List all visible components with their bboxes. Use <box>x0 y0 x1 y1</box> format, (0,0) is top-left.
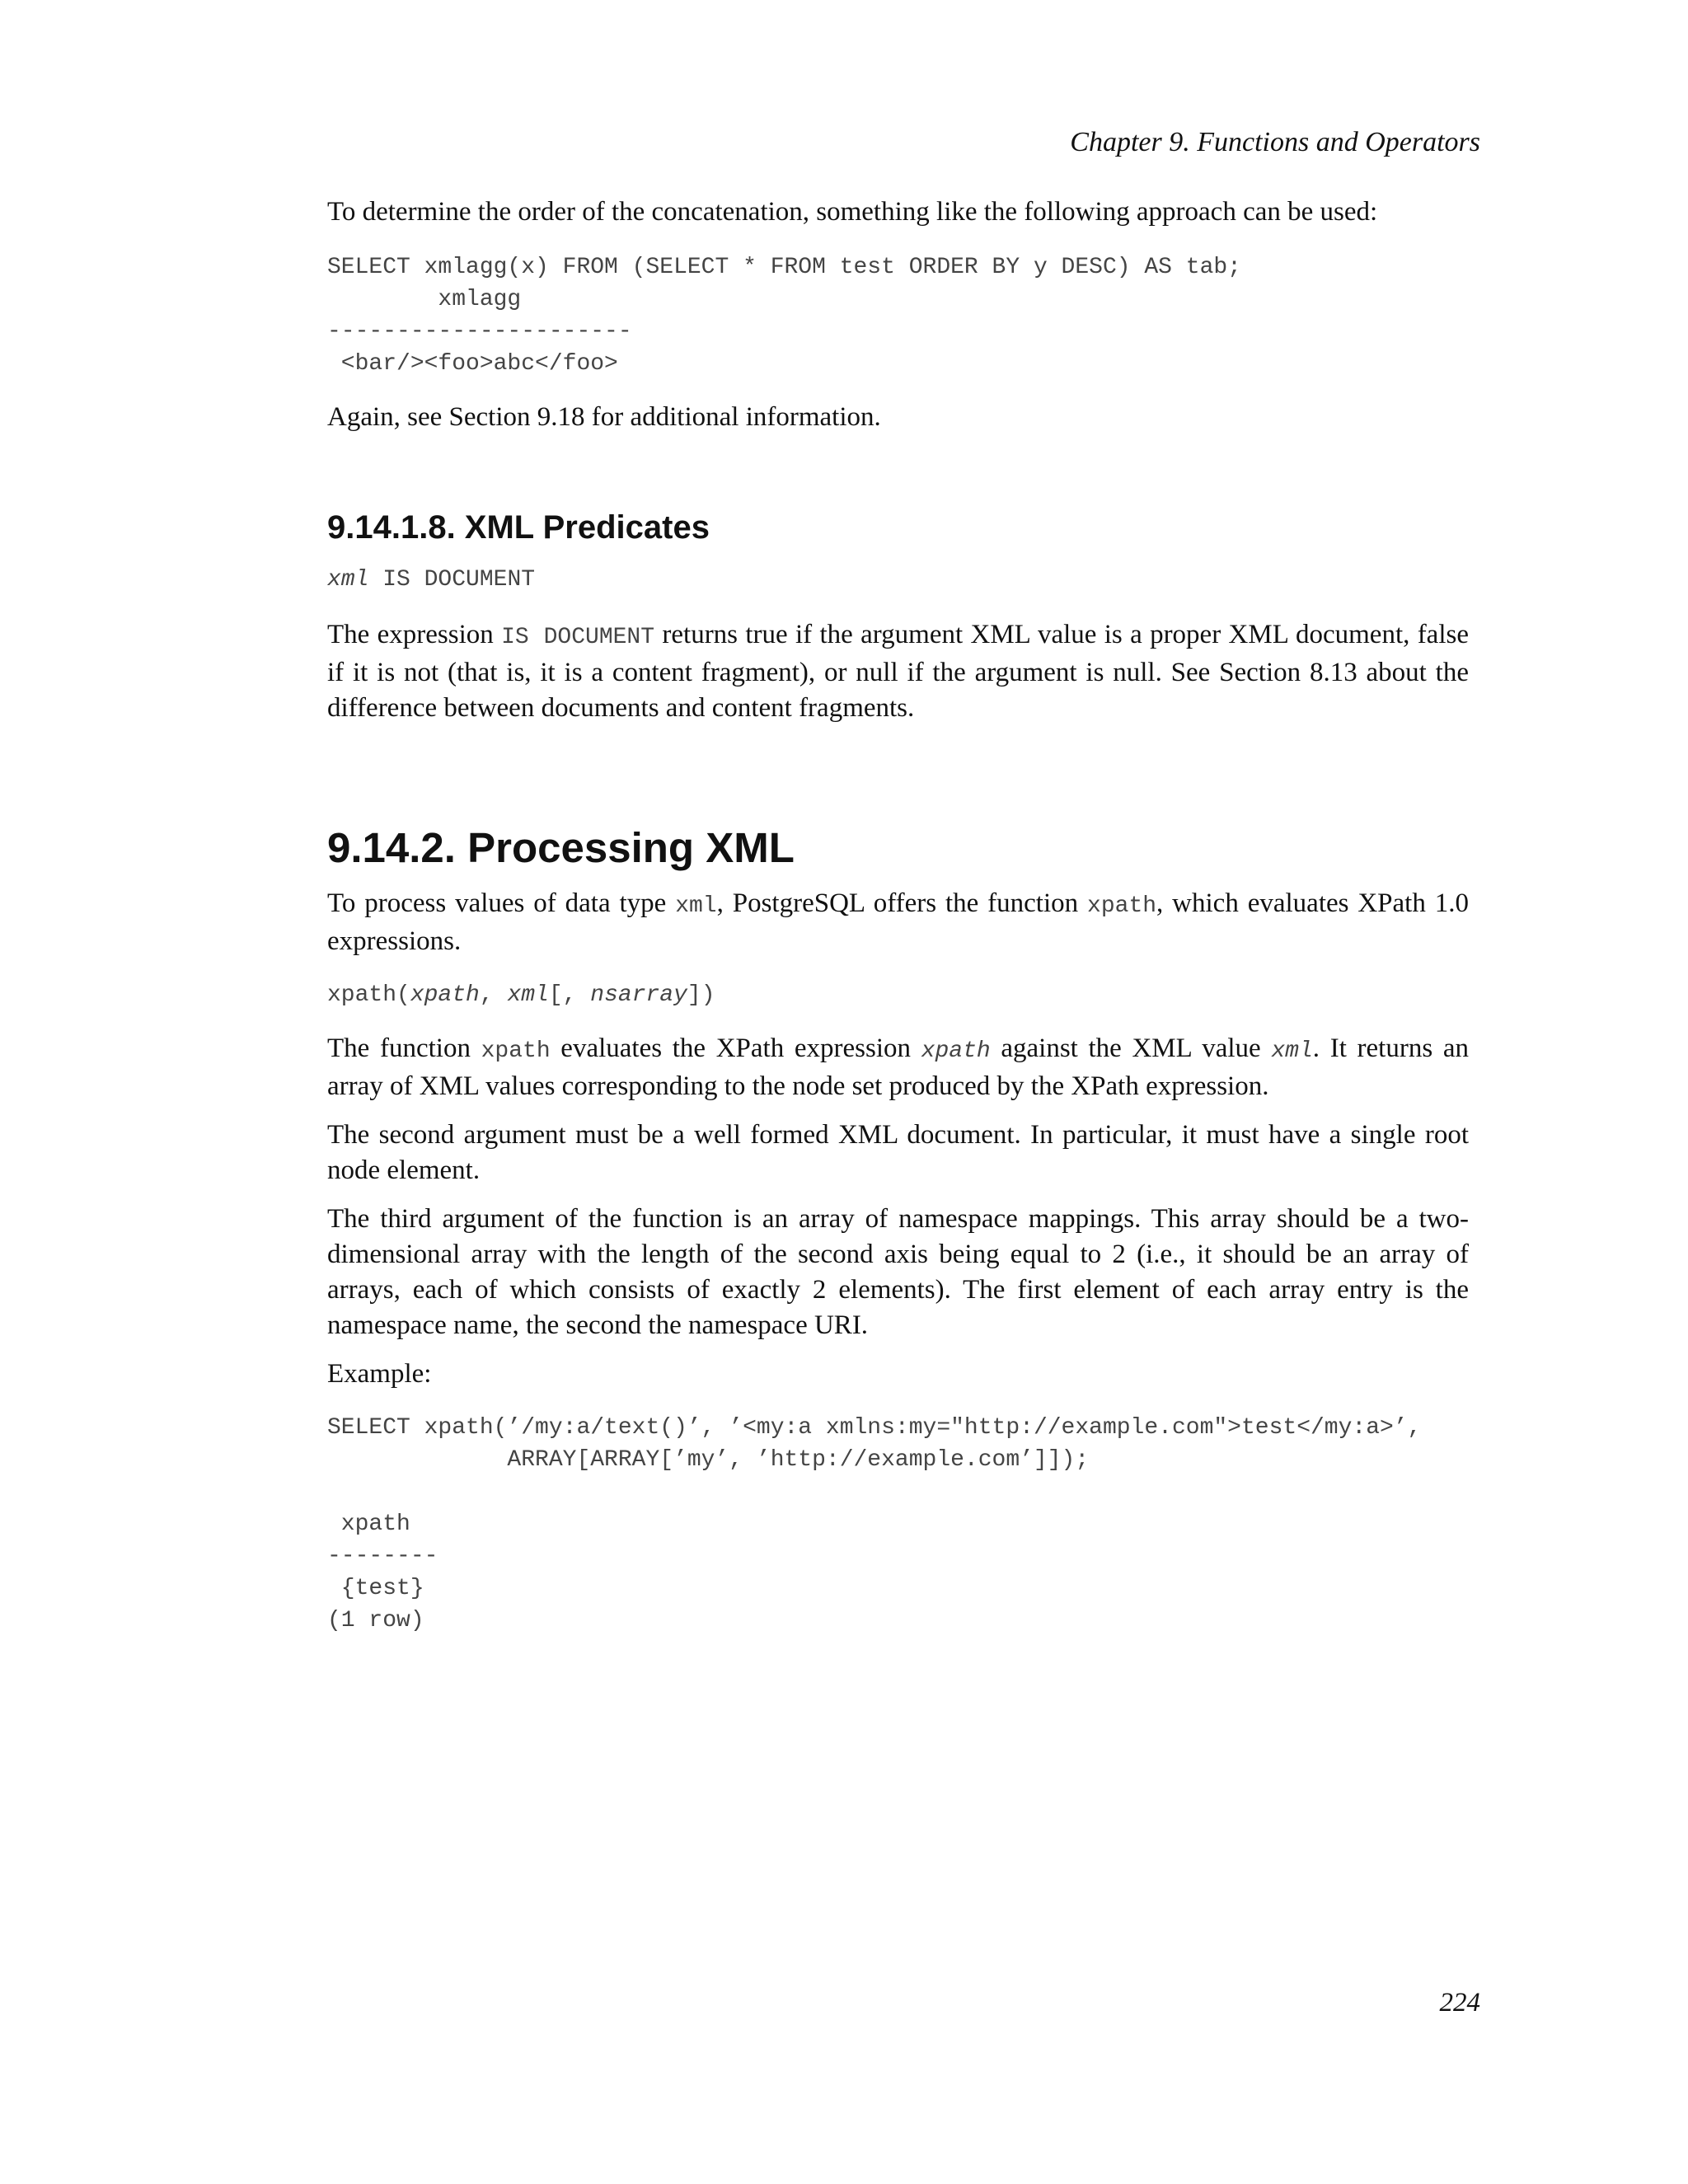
inline-argument: xml <box>1271 1038 1313 1064</box>
synopsis-separator: , <box>479 982 508 1008</box>
code-line: xmlagg <box>327 287 522 312</box>
inline-code: xpath <box>1087 893 1157 919</box>
third-argument-paragraph: The third argument of the function is an array of namespace mappings. This array should be a two-dimensional array with the length of the second axis being equal to 2 (i.e., it should be an array of arrays, each of which consists of exactly 2 elements). The first element of each array entry is the namespace name, the second the namespace URI. <box>327 1204 1469 1340</box>
text-run: , PostgreSQL offers the function <box>716 888 1088 918</box>
section-heading-xml-predicates: 9.14.1.8. XML Predicates <box>327 509 710 546</box>
section-heading-processing-xml: 9.14.2. Processing XML <box>327 824 795 871</box>
code-block-xmlagg <box>327 251 1469 380</box>
second-argument-paragraph: The second argument must be a well formed XML document. In particular, it must have a single root node element. <box>327 1120 1469 1185</box>
page-content <box>327 194 1469 1637</box>
intro-paragraph: To determine the order of the concatenation, something like the following approach can be used: <box>327 197 1378 227</box>
text-run: To process values of data type <box>327 888 676 918</box>
code-line: <bar/><foo>abc</foo> <box>327 351 618 377</box>
text-run: returns true if the argument XML value is a proper XML document, false if it is not (that is, it is a content fragment), or null if the argument is null. See Section 8.13 about the difference between documents and content fragments. <box>327 620 1469 723</box>
inline-argument: xpath <box>921 1038 991 1064</box>
synopsis-function: xpath( <box>327 982 410 1008</box>
code-line: ---------------------- <box>327 319 632 344</box>
text-run: The expression <box>327 620 502 649</box>
text-run: evaluates the XPath expression <box>550 1033 921 1063</box>
code-line: -------- <box>327 1544 438 1569</box>
inline-code: IS DOCUMENT <box>501 625 655 650</box>
inline-code: xml <box>675 893 717 919</box>
code-line: {test} <box>327 1576 424 1601</box>
text-run: , which evaluates XPath 1.0 expressions. <box>327 888 1469 956</box>
again-paragraph: Again, see Section 9.18 for additional information. <box>327 402 881 432</box>
text-run: The function <box>327 1033 481 1063</box>
synopsis-separator: ]) <box>687 982 715 1008</box>
synopsis-keyword: IS DOCUMENT <box>368 567 536 593</box>
code-line: xpath <box>327 1511 410 1537</box>
text-run: . It returns an array of XML values corresponding to the node set produced by the XPath expression. <box>327 1033 1469 1101</box>
processing-intro-paragraph <box>327 886 1469 959</box>
synopsis-argument: xml <box>327 567 369 593</box>
synopsis-argument: nsarray <box>590 982 687 1008</box>
running-header: Chapter 9. Functions and Operators <box>1070 127 1480 157</box>
code-line: SELECT xpath(’/my:a/text()’, ’<my:a xmlns:my="http://example.com">test</my:a>’, <box>327 1415 1422 1441</box>
inline-code: xpath <box>481 1038 551 1064</box>
synopsis-separator: [, <box>548 982 591 1008</box>
is-document-paragraph <box>327 617 1469 726</box>
synopsis-argument: xml <box>507 982 549 1008</box>
code-line: ARRAY[ARRAY[’my’, ’http://example.com’]]); <box>327 1447 1090 1473</box>
xpath-function-paragraph <box>327 1031 1469 1104</box>
text-run: against the XML value <box>990 1033 1272 1063</box>
synopsis-argument: xpath <box>410 982 480 1008</box>
synopsis-is-document <box>327 564 1469 596</box>
synopsis-xpath <box>327 979 1469 1011</box>
page-number: 224 <box>1439 1988 1480 2018</box>
code-block-xpath-example <box>327 1412 1469 1637</box>
code-line: (1 row) <box>327 1608 424 1633</box>
example-label: Example: <box>327 1359 432 1389</box>
code-line: SELECT xmlagg(x) FROM (SELECT * FROM test ORDER BY y DESC) AS tab; <box>327 255 1241 280</box>
